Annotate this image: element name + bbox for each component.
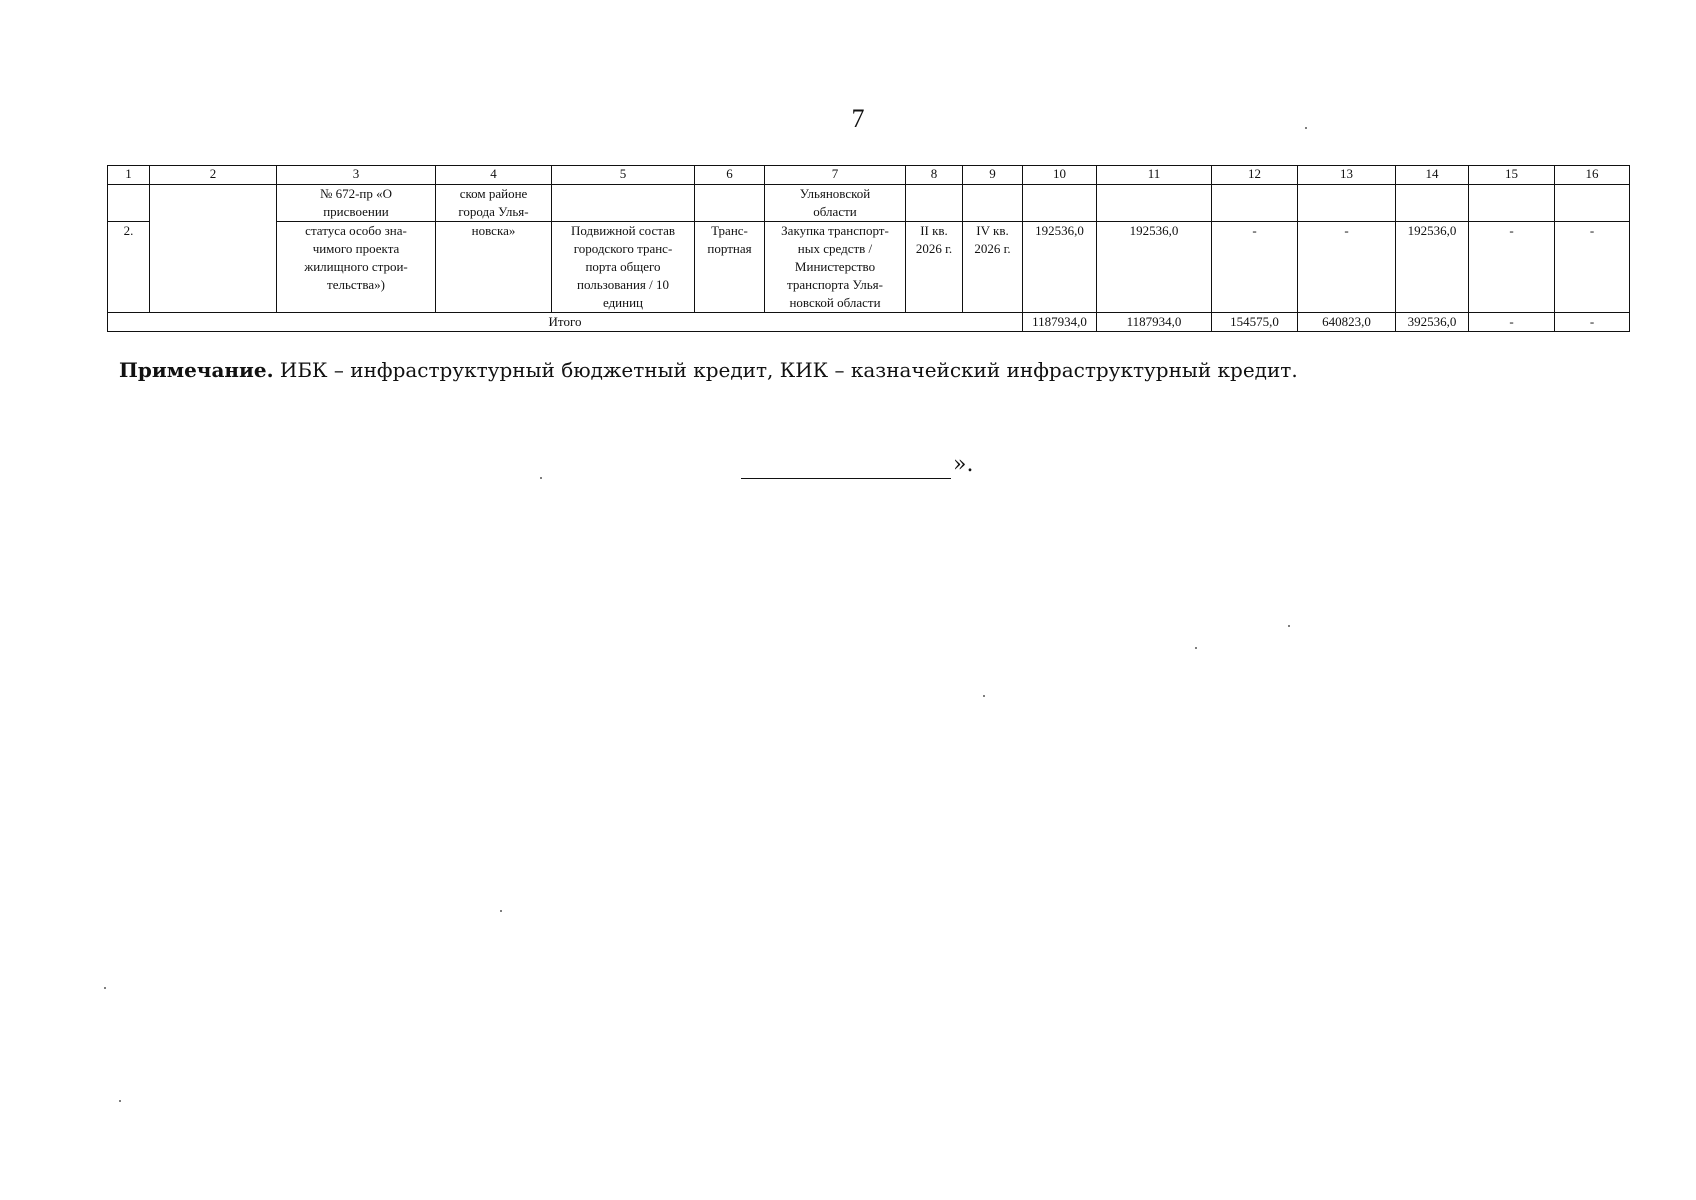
footnote	[119, 358, 1298, 382]
header-cell: 1	[108, 166, 150, 185]
table-cell: -	[1212, 222, 1298, 313]
table-cell: новска»	[436, 222, 552, 313]
scan-speck	[1305, 127, 1307, 129]
table-row-continuation	[108, 185, 1630, 222]
header-cell: 14	[1396, 166, 1469, 185]
total-label: Итого	[108, 313, 1023, 332]
scan-speck	[540, 477, 542, 479]
table-cell: статуса особо зна- чимого проекта жилищного строи- тельства»)	[277, 222, 436, 313]
scan-speck	[119, 1100, 121, 1102]
table-cell: ском районе города Улья-	[436, 185, 552, 222]
header-cell: 11	[1097, 166, 1212, 185]
header-cell: 16	[1555, 166, 1630, 185]
page-number: 7	[851, 104, 865, 133]
table-cell: -	[1469, 222, 1555, 313]
header-cell: 3	[277, 166, 436, 185]
row-number: 2.	[108, 222, 150, 313]
scan-speck	[1195, 647, 1197, 649]
table-cell: № 672-пр «О присвоении	[277, 185, 436, 222]
header-cell: 15	[1469, 166, 1555, 185]
header-cell: 5	[552, 166, 695, 185]
table-cell: 192536,0	[1396, 222, 1469, 313]
table-cell: -	[1298, 222, 1396, 313]
table-cell: 192536,0	[1097, 222, 1212, 313]
footnote-label: Примечание.	[119, 358, 274, 382]
total-cell: -	[1555, 313, 1630, 332]
table-cell: Подвижной состав городского транс- порта общего пользования / 10 единиц	[552, 222, 695, 313]
budget-table	[107, 165, 1630, 332]
total-row	[108, 313, 1630, 332]
table-cell: 192536,0	[1023, 222, 1097, 313]
table-cell: II кв. 2026 г.	[906, 222, 963, 313]
total-cell: -	[1469, 313, 1555, 332]
table-cell: Закупка транспорт- ных средств / Министерство транспорта Улья- новской области	[765, 222, 906, 313]
table-cell: IV кв. 2026 г.	[963, 222, 1023, 313]
signature-line	[741, 458, 951, 479]
table-row	[108, 222, 1630, 313]
total-cell: 1187934,0	[1097, 313, 1212, 332]
total-cell: 154575,0	[1212, 313, 1298, 332]
footnote-text: ИБК – инфраструктурный бюджетный кредит, КИК – казначейский инфраструктурный кредит.	[279, 358, 1298, 382]
total-cell: 640823,0	[1298, 313, 1396, 332]
total-cell: 1187934,0	[1023, 313, 1097, 332]
header-cell: 6	[695, 166, 765, 185]
table-cell: Ульяновской области	[765, 185, 906, 222]
header-row	[108, 166, 1630, 185]
scan-speck	[983, 695, 985, 697]
header-cell: 7	[765, 166, 906, 185]
table-cell: Транс- портная	[695, 222, 765, 313]
header-cell: 8	[906, 166, 963, 185]
table-cell	[150, 185, 277, 313]
header-cell: 10	[1023, 166, 1097, 185]
closing-quote: ».	[953, 452, 974, 477]
header-cell: 13	[1298, 166, 1396, 185]
scan-speck	[1288, 625, 1290, 627]
header-cell: 2	[150, 166, 277, 185]
header-cell: 9	[963, 166, 1023, 185]
scan-speck	[500, 910, 502, 912]
total-cell: 392536,0	[1396, 313, 1469, 332]
table-cell: -	[1555, 222, 1630, 313]
header-cell: 4	[436, 166, 552, 185]
scan-speck	[104, 987, 106, 989]
header-cell: 12	[1212, 166, 1298, 185]
